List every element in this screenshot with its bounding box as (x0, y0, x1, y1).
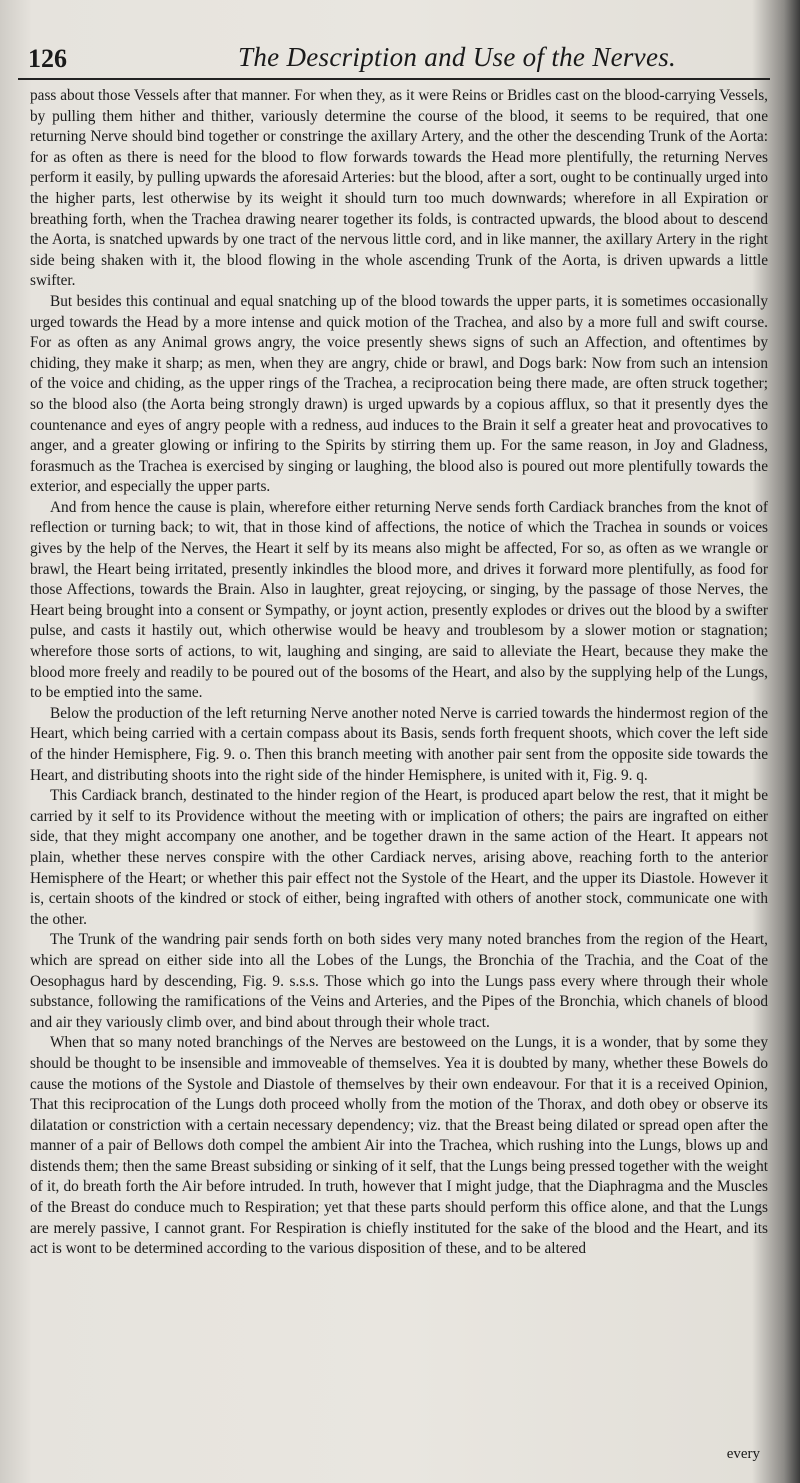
paragraph: pass about those Vessels after that manner. For when they, as it were Reins or Bridles cast on the blood-carrying Vessels, by pulling them hither and thither, variously determine the course of the blood, it seems to be required, that one returning Nerve should bind together or constringe the axillary Artery, and the other the descending Trunk of the Aorta: for as often as there is need for the blood to flow forwards towards the Head more plentifully, the returning Nerves perform it easily, by pulling upwards the aforesaid Arteries: but the blood, after a sort, ought to be continually urged into the higher parts, lest otherwise by its weight it should turn too much downwards; wherefore in all Expiration or breathing forth, when the Trachea drawing nearer together its folds, is contracted upwards, the blood about to descend the Aorta, is snatched upwards by one tract of the nervous little cord, and in like manner, the axillary Artery in the right side being shaken with it, the blood flowing in the whole ascending Trunk of the Aorta, is driven upwards a little swifter. (30, 87, 768, 290)
page-number: 126 (28, 44, 67, 73)
paragraph: The Trunk of the wandring pair sends forth on both sides very many noted branches from the region of the Heart, which are spread on either side into all the Lobes of the Lungs, the Bronchia of the Trachia, and the Coat of the Oesophagus hard by descending, Fig. 9. s.s.s. Those which go into the Lungs pass every where through their whole substance, following the ramifications of the Veins and Arteries, and the Pipes of the Bronchia, which chanels of blood and air they variously climb over, and bind about through their whole tract. (30, 931, 768, 1031)
header-rule (18, 78, 770, 80)
paragraph: And from hence the cause is plain, wherefore either returning Nerve sends forth Cardiack branches from the knot of reflection or turning back; to wit, that in those kind of affections, the notice of which the Trachea in sounds or voices gives by the help of the Nerves, the Heart it self by its means also might be affected, For so, as often as we wrangle or brawl, the Heart being irritated, presently inkindles the blood more, and drives it forward more plentifully, as food for those Affections, towards the Brain. Also in laughter, great rejoycing, or singing, by the passage of those Nerves, the Heart being brought into a consent or Sympathy, or joynt action, presently explodes or drives out the blood by a swifter pulse, and casts it hastily out, which otherwise would be heavy and troublesom by a slower motion or stagnation; wherefore those sorts of actions, to wit, laughing and singing, are said to alleviate the Heart, because they make the blood more freely and readily to be poured out of the bosoms of the Heart, and also by the supplying help of the Lungs, to be emptied into the same. (30, 498, 768, 702)
paragraph: This Cardiack branch, destinated to the hinder region of the Heart, is produced apart below the rest, that it might be carried by it self to its Providence without the meeting with or implication of others; the pairs are ingrafted on either side, that they might accompany one another, and be together drawn in the same action of the Heart. It appears not plain, whether these nerves conspire with the other Cardiack nerves, arising above, reaching forth to the anterior Hemisphere of the Heart; or whether this pair effect not the Systole of the Heart, and the upper its Diastole. However it is, certain shoots of the kindred or stock of either, being ingrafted with others of another stock, communicate one with the other. (30, 787, 768, 928)
catchword: every (726, 1446, 760, 1462)
paragraph: Below the production of the left returning Nerve another noted Nerve is carried towards the hindermost region of the Heart, which being carried with a certain compass about its Basis, sends forth frequent shoots, which cover the left side of the hinder Hemisphere, Fig. 9. o. Then this branch meeting with another pair sent from the opposite side towards the Heart, and distributing shoots into the right side of the hinder Hemisphere, is united with it, Fig. 9. q. (30, 704, 768, 784)
body-text (30, 86, 768, 1260)
page-header (28, 40, 768, 80)
paragraph: But besides this continual and equal snatching up of the blood towards the upper parts, it is sometimes occasionally urged towards the Head by a more intense and quick motion of the Trachea, and also by a more full and swift course. For as often as any Animal grows angry, the voice presently shews signs of such an Affection, and oftentimes by chiding, they make it sharp; as men, when they are angry, chide or brawl, and Dogs bark: Now from such an intension of the voice and chiding, as the upper rings of the Trachea, a reciprocation being there made, are often struck together; so the blood also (the Aorta being strongly drawn) is urged upwards by a copious afflux, so that it presently dyes the countenance and eyes of angry people with a redness, aud induces to the Brain it self a greater heat and provocatives to anger, and a greater glowing or infiring to the Spirits by stirring them up. For the same reason, in Joy and Gladness, forasmuch as the Trachea is exercised by singing or laughing, the blood also is poured out more plentifully towards the exterior, and especially the upper parts. (30, 292, 768, 496)
paragraph: When that so many noted branchings of the Nerves are bestoweed on the Lungs, it is a wonder, that by some they should be thought to be insensible and immoveable of themselves. Yea it is doubted by many, whether these Bowels do cause the motions of the Systole and Diastole of themselves by their own endeavour. For that it is a received Opinion, That this reciprocation of the Lungs doth proceed wholly from the motion of the Thorax, and doth obey or observe its dilatation or constriction with a certain necessary dependency; viz. that the Breast being dilated or spread open after the manner of a pair of Bellows doth compel the ambient Air into the Trachea, which rushing into the Lungs, blows up and distends them; then the same Breast subsiding or sinking of it self, that the Lungs being pressed together with the weight of it, do breath forth the Air before intruded. In truth, however that I might judge, that the Diaphragma and the Muscles of the Breast do conduce much to Respiration; yet that these parts should perform this office alone, and that the Lungs are merely passive, I cannot grant. For Respiration is chiefly instituted for the sake of the blood and the Heart, and its act is wont to be determined according to the various disposition of these, and to be altered (30, 1034, 768, 1258)
running-head: The Description and Use of the Nerves. (238, 42, 677, 72)
